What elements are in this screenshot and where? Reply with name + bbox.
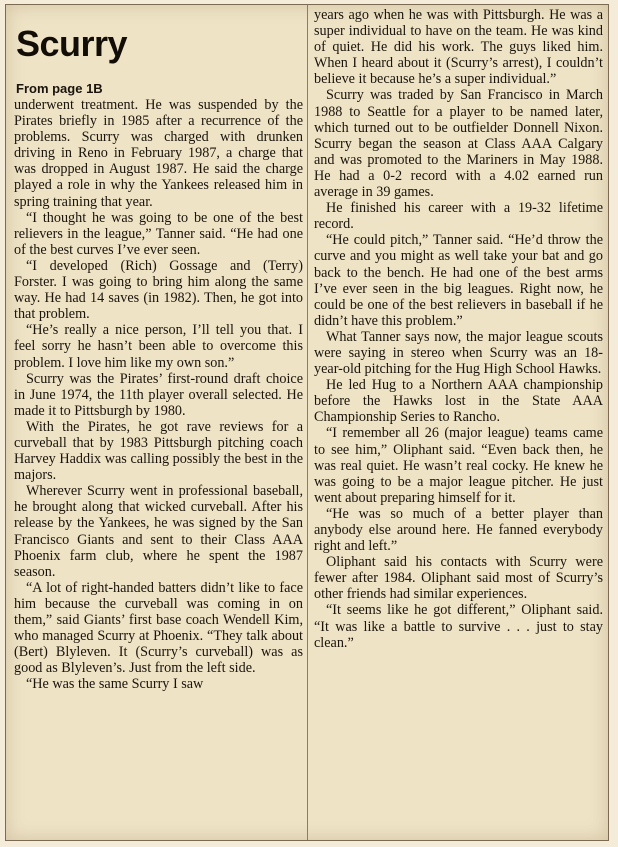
- paragraph: “A lot of right-handed batters didn’t like to face him because the curveball was coming in on them,” said Giants’ first base coach Wendell Kim, who managed Scurry at Phoenix. “They talk about (Bert) Blyleven. It (Scurry’s curveball) was as good as Blyleven’s. Just from the left side.: [14, 579, 303, 677]
- column-rule: [307, 5, 308, 840]
- jump-line: From page 1B: [16, 81, 103, 96]
- paragraph: What Tanner says now, the major league scouts were saying in stereo when Scurry was an 18-year-old pitching for the Hug High School Hawks.: [314, 328, 603, 378]
- paragraph: Oliphant said his contacts with Scurry were fewer after 1984. Oliphant said most of Scurry’s other friends had similar experiences.: [314, 554, 603, 603]
- paragraph: “I remember all 26 (major league) teams came to see him,” Oliphant said. “Even back then, he was real quiet. He wasn’t real cocky. He knew he was going to be a major league pitcher. He just went about preparing himself for it.: [314, 425, 603, 506]
- paragraph: He led Hug to a Northern AAA championship before the Hawks lost in the State AAA Championship Series to Rancho.: [314, 377, 603, 426]
- paragraph: “I thought he was going to be one of the best relievers in the league,” Tanner said. “He had one of the best curves I’ve ever seen.: [14, 209, 303, 258]
- newspaper-clipping: [5, 4, 609, 841]
- paragraph: “He was so much of a better player than anybody else around here. He fanned everybody right and left.”: [314, 505, 603, 555]
- paragraph: years ago when he was with Pittsburgh. He was a super individual to have on the team. He was kind of quiet. He did his work. The guys liked him. When I heard about it (Scurry’s arrest), I couldn’t believe it because he’s a super individual.”: [314, 7, 603, 88]
- left-column: [14, 9, 303, 692]
- headline: Scurry: [16, 23, 128, 64]
- paragraph: Scurry was the Pirates’ first-round draft choice in June 1974, the 11th player overall selected. He made it to Pittsburgh by 1980.: [14, 370, 303, 419]
- right-column: [314, 7, 603, 651]
- paragraph: “He could pitch,” Tanner said. “He’d throw the curve and you might as well take your bat and go back to the bench. He had one of the best arms I’ve ever seen in the big leagues. Right now, he could be one of the best relievers in baseball if he didn’t have this problem.”: [314, 232, 603, 329]
- paragraph: “I developed (Rich) Gossage and (Terry) Forster. I was going to bring him along the same way. He had 14 saves (in 1982). Then, he got into that problem.: [14, 257, 303, 323]
- paragraph: “It seems like he got different,” Oliphant said. “It was like a battle to survive . . . just to stay clean.”: [314, 602, 603, 651]
- paragraph: He finished his career with a 19-32 lifetime record.: [314, 200, 603, 233]
- paragraph: “He was the same Scurry I saw: [26, 676, 204, 693]
- paragraph: underwent treatment. He was suspended by the Pirates briefly in 1985 after a recurrence of the problems. Scurry was charged with drunken driving in Reno in February 1987, a charge that was dropped in August 1987. He said the charge played a role in why the Yankees released him in spring training that year.: [14, 97, 303, 210]
- paragraph: Scurry was traded by San Francisco in March 1988 to Seattle for a player to be named later, which turned out to be outfielder Donnell Nixon. Scurry began the season at Class AAA Calgary and was promoted to the Mariners in May 1988. He had a 0-2 record with a 4.02 earned run average in 39 games.: [314, 87, 603, 201]
- paragraph: “He’s really a nice person, I’ll tell you that. I feel sorry he hasn’t been able to overcome this problem. I love him like my own son.”: [14, 322, 303, 371]
- paragraph: Wherever Scurry went in professional baseball, he brought along that wicked curveball. After his release by the Yankees, he was signed by the San Francisco Giants and sent to their Class AAA Phoenix farm club, where he spent the 1987 season.: [14, 483, 303, 580]
- paragraph: With the Pirates, he got rave reviews for a curveball that by 1983 Pittsburgh pitching coach Harvey Haddix was calling possibly the best in the majors.: [14, 418, 303, 484]
